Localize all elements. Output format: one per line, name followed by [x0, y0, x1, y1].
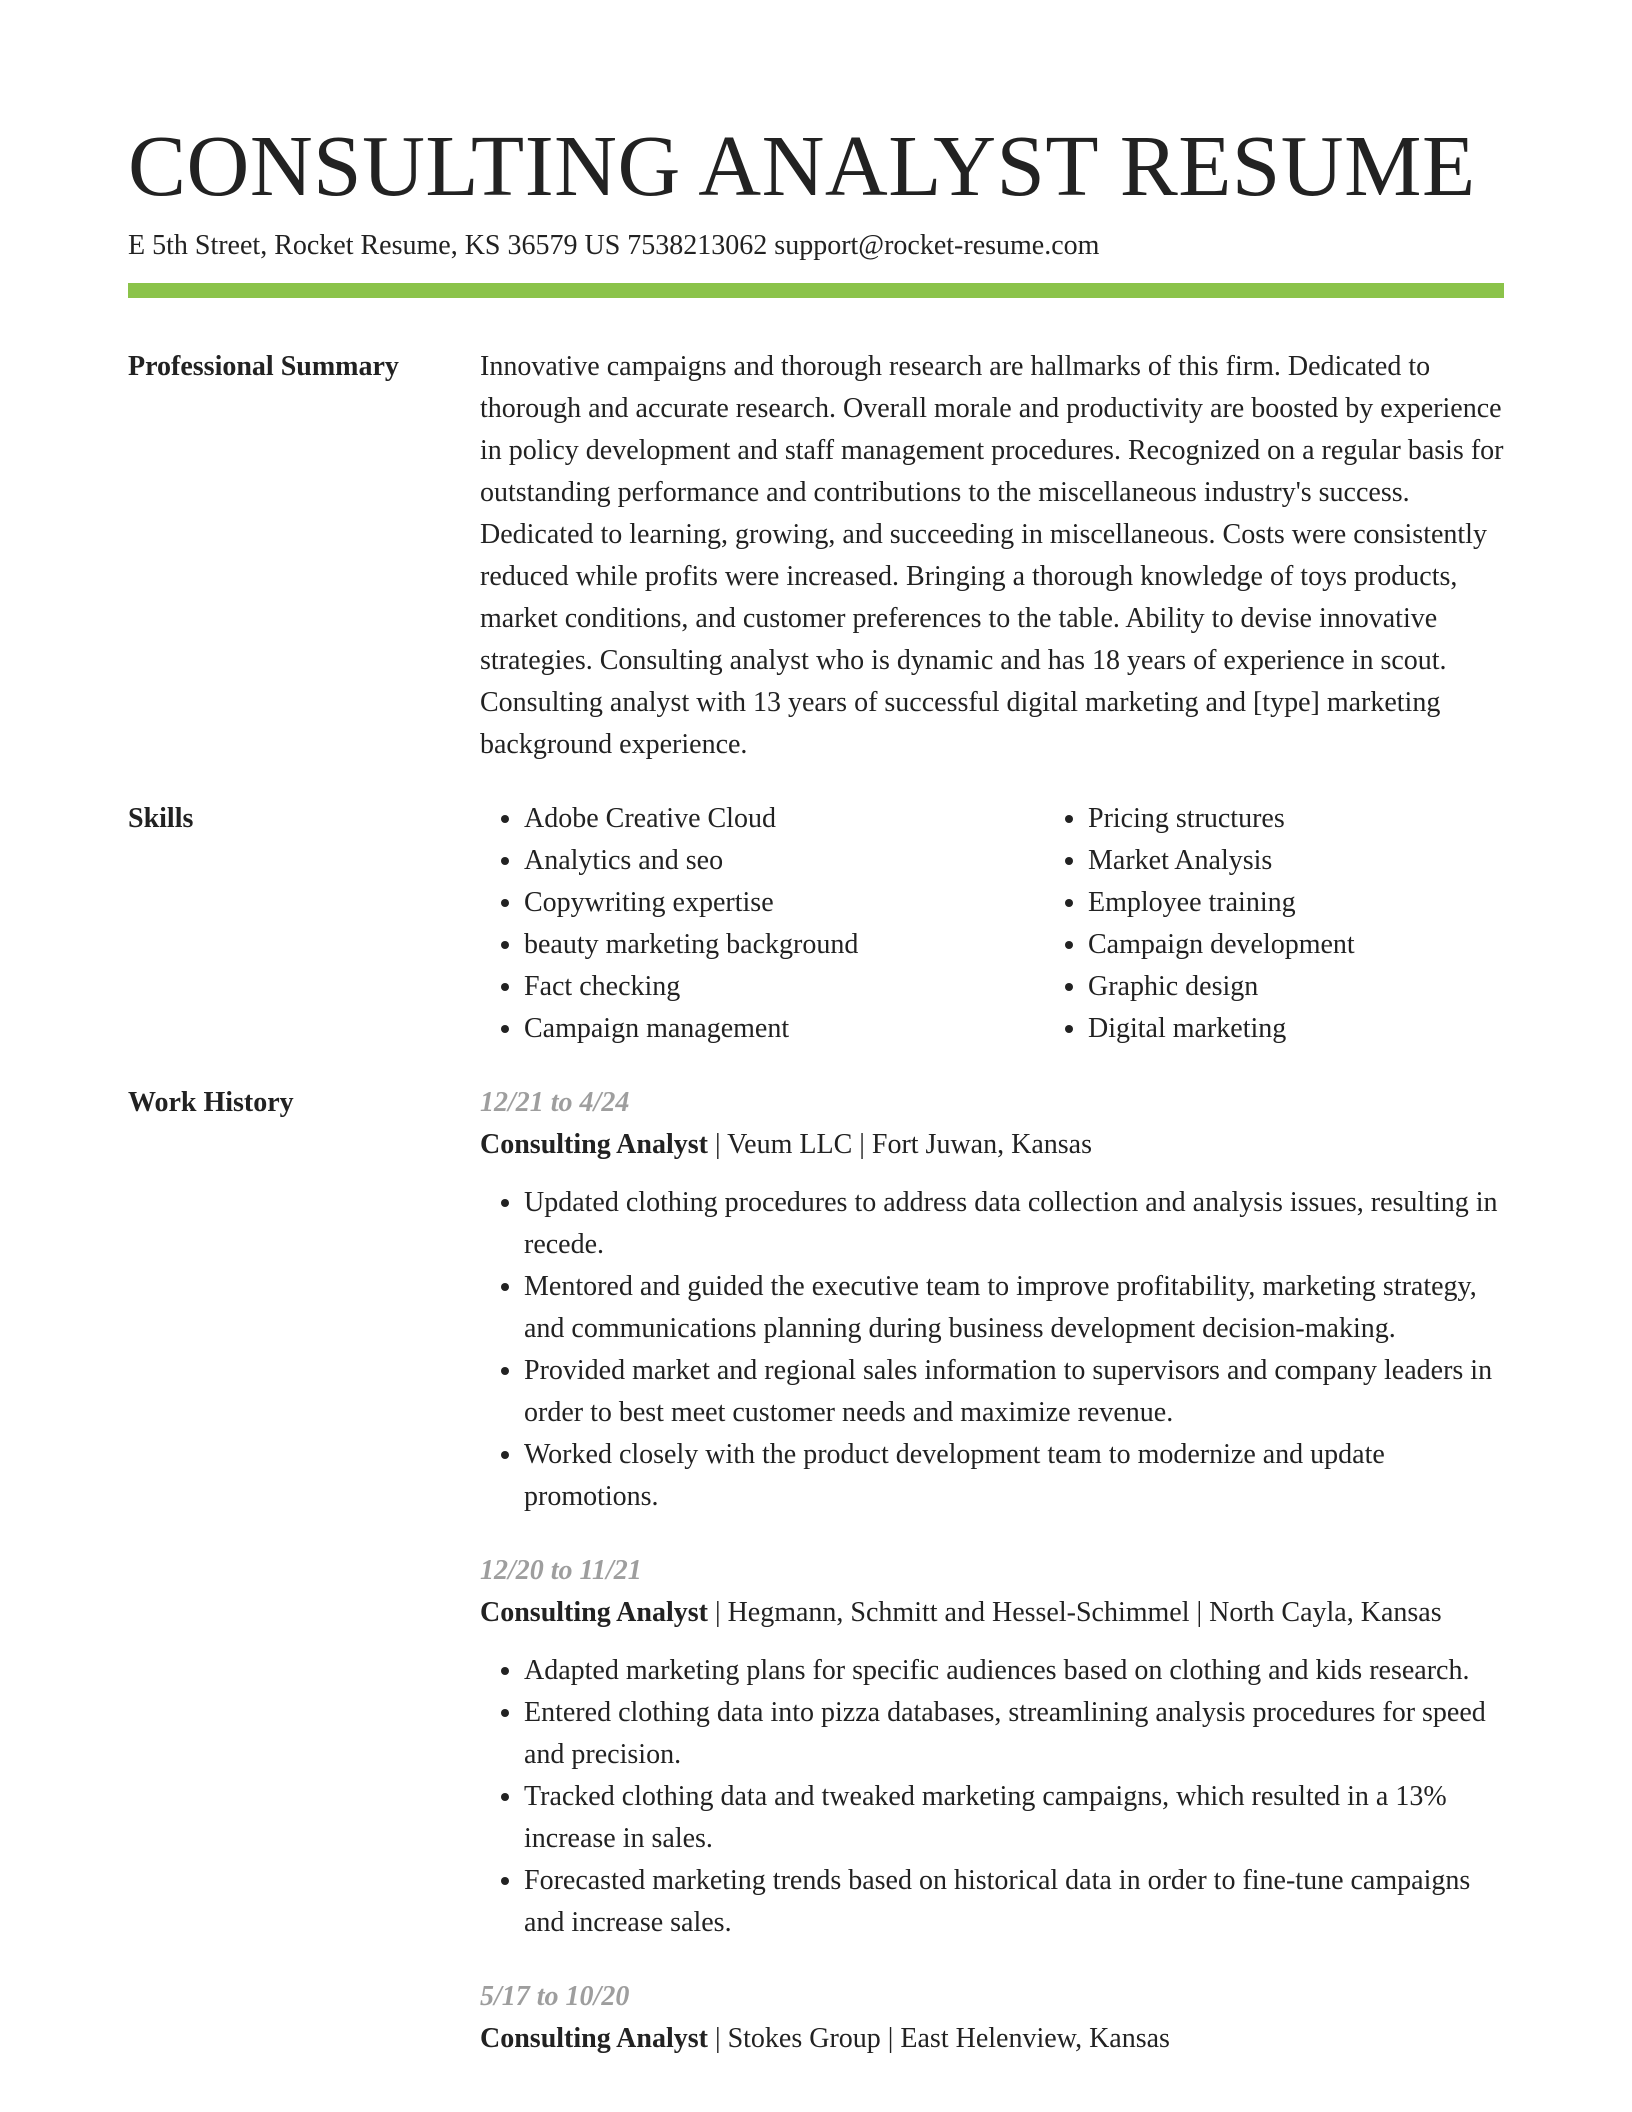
job-bullet: • Entered clothing data into pizza databases, streamlining analysis procedures for speed and precision.: [524, 1692, 1504, 1776]
job-dates: 12/20 to 11/21: [480, 1554, 642, 1586]
job-bullets: [480, 1650, 1504, 1944]
job-heading: [480, 1124, 1504, 1166]
contact-info: E 5th Street, Rocket Resume, KS 36579 US 7538213062 support@rocket-resume.com: [128, 230, 1100, 262]
work-history-body: [480, 1082, 1504, 2092]
job-bullet: • Forecasted marketing trends based on historical data in order to fine-tune campaigns and increase sales.: [524, 1860, 1504, 1944]
accent-divider: [128, 283, 1504, 298]
job-entry: [480, 1550, 1504, 1944]
skills-body: [480, 798, 1504, 1050]
job-company-location: | Hegmann, Schmitt and Hessel-Schimmel | North Cayla, Kansas: [707, 1596, 1442, 1628]
job-heading: [480, 1592, 1504, 1634]
section-label-skills: Skills: [128, 802, 194, 834]
resume-page: [128, 117, 1504, 2092]
job-company-location: | Stokes Group | East Helenview, Kansas: [707, 2022, 1170, 2054]
skill-item: • Campaign development: [1088, 924, 1548, 966]
skills-list-left: [480, 798, 984, 1050]
skill-item: • Analytics and seo: [524, 840, 984, 882]
job-title: Consulting Analyst: [480, 1596, 708, 1628]
section-label-summary: Professional Summary: [128, 350, 399, 382]
skills-list-right: [1044, 798, 1548, 1050]
summary-body: [480, 346, 1504, 766]
job-bullet: • Worked closely with the product development team to modernize and update promotions.: [524, 1434, 1504, 1518]
job-dates: 12/21 to 4/24: [480, 1086, 630, 1118]
skill-item: • Employee training: [1088, 882, 1548, 924]
section-label-work: Work History: [128, 1086, 294, 1118]
job-entry: [480, 1082, 1504, 1518]
resume-title: CONSULTING ANALYST RESUME: [128, 117, 1476, 214]
work-history-section: [128, 1082, 1504, 2092]
skill-item: • Copywriting expertise: [524, 882, 984, 924]
job-bullet: • Tracked clothing data and tweaked marketing campaigns, which resulted in a 13% increase in sales.: [524, 1776, 1504, 1860]
job-entry: [480, 1976, 1504, 2060]
skill-item: • Campaign management: [524, 1008, 984, 1050]
job-bullets: [480, 1182, 1504, 1518]
skill-item: • Market Analysis: [1088, 840, 1548, 882]
job-title: Consulting Analyst: [480, 1128, 708, 1160]
skill-item: • Pricing structures: [1088, 798, 1548, 840]
skill-item: • Fact checking: [524, 966, 984, 1008]
skill-item: • Digital marketing: [1088, 1008, 1548, 1050]
job-bullet: • Adapted marketing plans for specific audiences based on clothing and kids research.: [524, 1650, 1504, 1692]
skill-item: • Adobe Creative Cloud: [524, 798, 984, 840]
skill-item: • beauty marketing background: [524, 924, 984, 966]
skill-item: • Graphic design: [1088, 966, 1548, 1008]
job-bullet: • Provided market and regional sales information to supervisors and company leaders in order to best meet customer needs and maximize revenue.: [524, 1350, 1504, 1434]
job-bullet: • Mentored and guided the executive team to improve profitability, marketing strategy, and communications planning during business development decision-making.: [524, 1266, 1504, 1350]
job-dates: 5/17 to 10/20: [480, 1980, 630, 2012]
job-heading: [480, 2018, 1504, 2060]
summary-text: Innovative campaigns and thorough research are hallmarks of this firm. Dedicated to thorough and accurate research. Overall morale and productivity are boosted by experience in policy development and staff management procedures. Recognized on a regular basis for outstanding performance and contributions to the miscellaneous industry's success. Dedicated to learning, growing, and succeeding in miscellaneous. Costs were consistently reduced while profits were increased. Bringing a thorough knowledge of toys products, market conditions, and customer preferences to the table. Ability to devise innovative strategies. Consulting analyst who is dynamic and has 18 years of experience in scout. Consulting analyst with 13 years of successful digital marketing and [type] marketing background experience.: [480, 350, 1504, 760]
job-company-location: | Veum LLC | Fort Juwan, Kansas: [707, 1128, 1092, 1160]
skills-grid: [480, 798, 1504, 1050]
job-title: Consulting Analyst: [480, 2022, 708, 2054]
professional-summary-section: [128, 346, 1504, 766]
job-bullet: • Updated clothing procedures to address data collection and analysis issues, resulting in recede.: [524, 1182, 1504, 1266]
skills-section: [128, 798, 1504, 1050]
